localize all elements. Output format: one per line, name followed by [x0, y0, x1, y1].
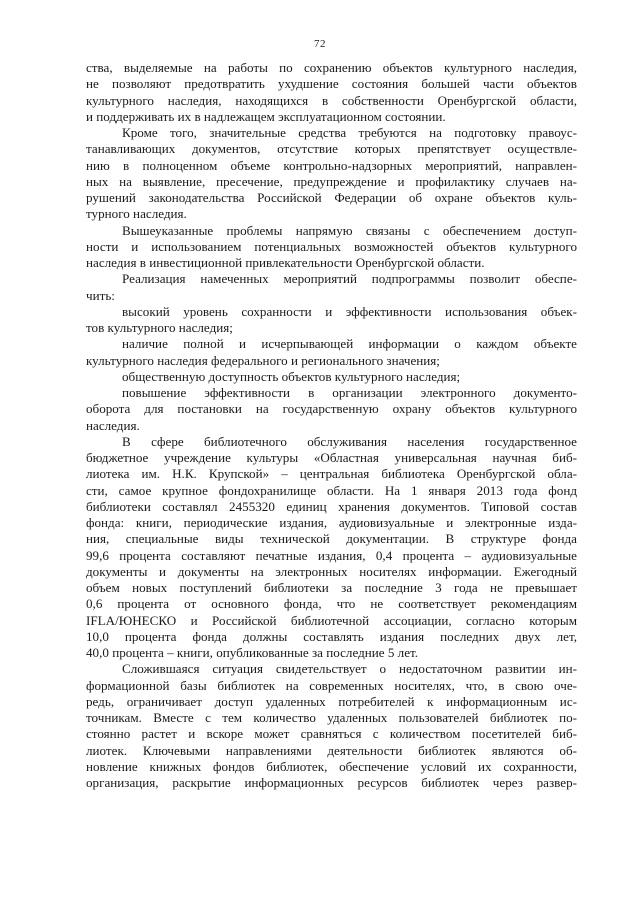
text-line: 99,6 процента составляют печатные издания, 0,4 процента – аудиовизуальные: [86, 547, 577, 563]
text-line: 0,6 процента от основного фонда, что не соответствует рекомендациям: [86, 596, 577, 612]
text-line: редь, ограничивает доступ удаленных потребителей к информационным ис-: [86, 693, 577, 709]
text-line: В сфере библиотечного обслуживания населения государственное: [122, 433, 577, 449]
text-line: высокий уровень сохранности и эффективности использования объек-: [122, 303, 577, 319]
text-line: документы и документы на электронных носителях информации. Ежегодный: [86, 563, 577, 579]
text-line: формационной базы библиотек на современных носителях, что, в свою оче-: [86, 677, 577, 693]
text-line: лиотека им. Н.К. Крупской» – центральная библиотека Оренбургской обла-: [86, 466, 577, 482]
text-line: рушений законодательства Российской Федерации об охране объектов куль-: [86, 190, 577, 205]
text-line: общественную доступность объектов культурного наследия;: [122, 368, 461, 384]
text-line: точникам. Вместе с тем количество удаленных пользователей библиотек по-: [86, 710, 577, 725]
text-line: библиотеки составлял 2455320 единиц хранения документов. Типовой состав: [86, 498, 577, 514]
text-line: наследия в инвестиционной привлекательности Оренбургской области.: [86, 255, 485, 270]
text-line: сти, самое крупное фондохранилище области. На 1 января 2013 года фонд: [86, 482, 577, 498]
text-line: наследия.: [86, 417, 140, 433]
page-number: 72: [314, 38, 326, 50]
text-line: повышение эффективности в организации электронного документо-: [122, 385, 577, 400]
text-line: наличие полной и исчерпывающей информации о каждом объекте: [122, 336, 577, 352]
text-line: и поддерживать их в надлежащем эксплуатационном состоянии.: [86, 108, 446, 124]
body-text: [86, 60, 577, 791]
text-line: Вышеуказанные проблемы напрямую связаны с обеспечением доступ-: [122, 222, 577, 238]
text-line: ства, выделяемые на работы по сохранению объектов культурного наследия,: [86, 60, 577, 75]
text-line: не позволяют предотвратить ухудшение состояния большей части объектов: [86, 76, 577, 92]
text-line: объем новых поступлений библиотеки за последние 3 года не превышает: [86, 580, 577, 595]
text-line: танавливающих документов, отсутствие которых препятствует осуществле-: [86, 141, 577, 157]
text-line: стоянно растет и вскоре может сравняться с количеством посетителей биб-: [86, 726, 577, 742]
text-line: Реализация намеченных мероприятий подпрограммы позволит обеспе-: [122, 271, 577, 287]
text-line: IFLA/ЮНЕСКО и Российской библиотечной ассоциации, согласно которым: [86, 612, 577, 628]
text-line: лиотек. Ключевыми направлениями деятельности библиотек являются об-: [86, 742, 577, 758]
text-line: нию в полноценном объеме контрольно-надзорных мероприятий, направлен-: [86, 157, 577, 173]
text-line: ных на выявление, пресечение, предупреждение и профилактику случаев на-: [86, 173, 577, 189]
text-line: бюджетное учреждение культуры «Областная универсальная научная биб-: [86, 450, 577, 465]
text-line: фонда: книги, периодические издания, аудиовизуальные и электронные изда-: [86, 515, 577, 530]
text-line: новление книжных фондов библиотек, обеспечение условий их сохранности,: [86, 758, 577, 774]
text-line: ности и использованием потенциальных возможностей объектов культурного: [86, 238, 577, 254]
text-line: 10,0 процента фонда должны составлять издания последних двух лет,: [86, 628, 577, 644]
text-line: ния, специальные виды технической документации. В структуре фонда: [86, 531, 577, 547]
text-line: оборота для постановки на государственную охрану объектов культурного: [86, 401, 577, 417]
text-line: Кроме того, значительные средства требуются на подготовку правоус-: [122, 125, 577, 140]
text-line: чить:: [86, 287, 115, 303]
text-line: турного наследия.: [86, 206, 187, 222]
text-line: организация, раскрытие информационных ресурсов библиотек через развер-: [86, 775, 577, 790]
text-line: 40,0 процента – книги, опубликованные за последние 5 лет.: [86, 645, 419, 660]
text-line: Сложившаяся ситуация свидетельствует о недостаточном развитии ин-: [122, 661, 577, 677]
text-line: тов культурного наследия;: [86, 320, 233, 335]
text-line: культурного наследия федерального и регионального значения;: [86, 352, 440, 368]
text-line: культурного наследия, находящихся в собственности Оренбургской области,: [86, 92, 577, 108]
